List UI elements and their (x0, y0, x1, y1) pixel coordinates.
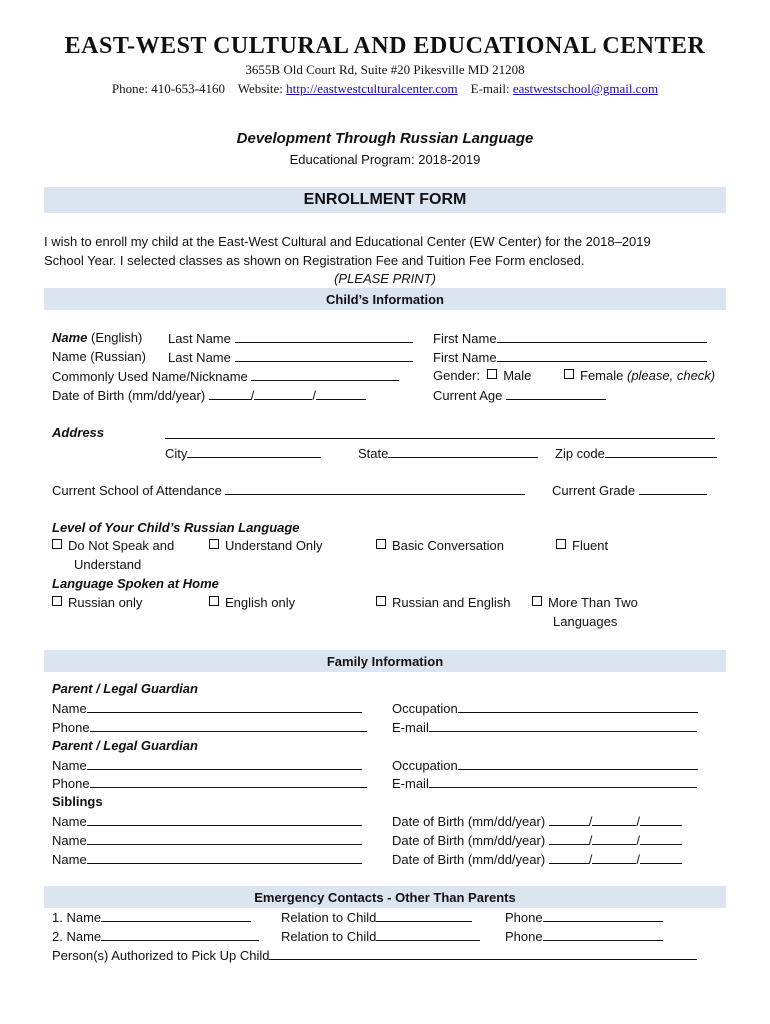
phone-label: Phone (505, 929, 543, 944)
home-option-both (376, 595, 511, 610)
first-name-label: First Name (433, 331, 497, 346)
last-name-label: Last Name (168, 331, 231, 346)
home-option-english (209, 595, 295, 610)
guardian-2-phone (52, 775, 367, 791)
name-label: 2. Name (52, 929, 102, 944)
guardian-2-name-field[interactable] (87, 757, 362, 770)
home-option-russian (52, 595, 142, 610)
level-title: Level of Your Child’s Russian Language (52, 520, 300, 535)
sibling-1-dob-day[interactable] (592, 813, 636, 826)
name-label: Name (52, 701, 87, 716)
home-both-label: Russian and English (392, 595, 511, 610)
nickname-row (52, 368, 399, 384)
last-name-russian (168, 349, 413, 365)
guardian-1-occupation (392, 700, 698, 716)
home-both-checkbox[interactable] (376, 596, 386, 606)
pickup-field[interactable] (269, 947, 697, 960)
dob-label: Date of Birth (mm/dd/year) (392, 833, 546, 848)
sibling-2-name (52, 832, 362, 848)
level-understand-label: Understand Only (225, 538, 323, 553)
emergency-2-relation-field[interactable] (376, 928, 480, 941)
age-label: Current Age (433, 388, 503, 403)
org-phone: Phone: 410-653-4160 (111, 81, 225, 96)
occupation-label: Occupation (392, 758, 458, 773)
phone-label: Phone (52, 720, 90, 735)
home-russian-label: Russian only (68, 595, 143, 610)
email-link[interactable]: eastwestschool@gmail.com (512, 81, 659, 96)
website-link[interactable]: http://eastwestculturalcenter.com (286, 81, 458, 96)
dob-year-field[interactable] (316, 387, 366, 400)
family-section-title: Family Information (326, 654, 444, 669)
zip-field[interactable] (605, 445, 717, 458)
school-label: Current School of Attendance (52, 483, 222, 498)
guardian-2-name (52, 757, 362, 773)
female-option (564, 368, 715, 383)
child-section-title: Child’s Information (326, 292, 444, 307)
guardian-2-occupation (392, 757, 698, 773)
sibling-1-dob-month[interactable] (549, 813, 589, 826)
guardian-1-title: Parent / Legal Guardian (52, 681, 198, 696)
sibling-2-dob: Date of Birth (mm/dd/year) / / (392, 832, 682, 848)
org-address: 3655B Old Court Rd, Suite #20 Pikesville MD 21208 (245, 62, 525, 77)
emergency-1-relation-field[interactable] (376, 909, 472, 922)
relation-label: Relation to Child (281, 929, 377, 944)
home-option-more (532, 595, 638, 610)
zip-row (555, 445, 717, 461)
home-english-label: English only (225, 595, 296, 610)
level-none-checkbox[interactable] (52, 539, 62, 549)
emergency-1-name-field[interactable] (101, 909, 251, 922)
name-english-row (52, 330, 142, 345)
org-name: EAST-WEST CULTURAL AND EDUCATIONAL CENTER (64, 33, 706, 59)
home-more-label: More Than Two (548, 595, 638, 610)
dob-label: Date of Birth (mm/dd/year) (392, 852, 546, 867)
city-field[interactable] (187, 445, 321, 458)
nickname-label: Commonly Used Name/Nickname (52, 369, 248, 384)
last-name-english (168, 330, 413, 346)
state-label: State (358, 446, 389, 461)
sibling-1-dob: Date of Birth (mm/dd/year) / / (392, 813, 682, 829)
emergency-1-relation (281, 909, 472, 925)
home-more-checkbox[interactable] (532, 596, 542, 606)
emergency-2-phone-field[interactable] (543, 928, 663, 941)
level-option-none (52, 538, 174, 553)
age-row (433, 387, 606, 403)
siblings-title: Siblings (52, 794, 103, 809)
sibling-2-dob-year[interactable] (640, 832, 682, 845)
sibling-1-dob-year[interactable] (640, 813, 682, 826)
guardian-2-title: Parent / Legal Guardian (52, 738, 198, 753)
name-russian-label: Name (Russian) (52, 349, 146, 364)
state-row (358, 445, 538, 461)
name-label: Name (52, 852, 87, 867)
phone-label: Phone (505, 910, 543, 925)
emergency-1-name (52, 909, 251, 925)
pickup-row (52, 947, 697, 963)
nickname-field[interactable] (251, 368, 399, 381)
city-row (165, 445, 321, 461)
guardian-1-phone (52, 719, 367, 735)
dob-label: Date of Birth (mm/dd/year) (392, 814, 546, 829)
home-language-title: Language Spoken at Home (52, 576, 219, 591)
sibling-3-dob: Date of Birth (mm/dd/year) / / (392, 851, 682, 867)
sibling-3-dob-day[interactable] (592, 851, 636, 864)
last-name-russian-field[interactable] (235, 349, 413, 362)
level-option-fluent (556, 538, 608, 553)
pickup-label: Person(s) Authorized to Pick Up Child (52, 948, 270, 963)
first-name-english-field[interactable] (497, 330, 707, 343)
guardian-2-email (392, 775, 697, 791)
last-name-label: Last Name (168, 350, 231, 365)
email-label: E-mail: (470, 81, 510, 96)
print-note: (PLEASE PRINT) (334, 271, 436, 286)
school-row (52, 482, 525, 498)
emergency-section-title: Emergency Contacts - Other Than Parents (254, 890, 516, 905)
sibling-1-name (52, 813, 362, 829)
sibling-2-dob-month[interactable] (549, 832, 589, 845)
level-option-basic (376, 538, 504, 553)
home-more-label-cont: Languages (553, 614, 618, 629)
age-field[interactable] (506, 387, 606, 400)
first-name-russian (433, 349, 707, 365)
guardian-1-name-field[interactable] (87, 700, 362, 713)
level-basic-checkbox[interactable] (376, 539, 386, 549)
english-label: (English) (91, 330, 143, 345)
name-label: Name (52, 814, 87, 829)
female-label: Female (580, 368, 624, 383)
email-label: E-mail (392, 776, 429, 791)
guardian-1-email-field[interactable] (429, 719, 697, 732)
dob-row: Date of Birth (mm/dd/year) / / (52, 387, 366, 403)
city-label: City (165, 446, 188, 461)
contact-line (0, 81, 770, 97)
emergency-2-name (52, 928, 259, 944)
guardian-1-occupation-field[interactable] (458, 700, 698, 713)
first-name-label: First Name (433, 350, 497, 365)
level-none-label: Do Not Speak and (68, 538, 175, 553)
program-title: Development Through Russian Language (236, 130, 534, 147)
level-option-understand (209, 538, 323, 553)
emergency-2-relation (281, 928, 480, 944)
form-title: ENROLLMENT FORM (303, 191, 467, 208)
level-fluent-checkbox[interactable] (556, 539, 566, 549)
level-fluent-label: Fluent (572, 538, 609, 553)
sibling-2-name-field[interactable] (87, 832, 362, 845)
emergency-1-phone-field[interactable] (543, 909, 663, 922)
home-english-checkbox[interactable] (209, 596, 219, 606)
sibling-3-dob-year[interactable] (640, 851, 682, 864)
sibling-3-dob-month[interactable] (549, 851, 589, 864)
emergency-1-phone (505, 909, 663, 925)
name-label: Name (52, 758, 87, 773)
female-note: (please, check) (626, 368, 716, 383)
grade-label: Current Grade (552, 483, 636, 498)
relation-label: Relation to Child (281, 910, 377, 925)
guardian-1-phone-field[interactable] (90, 719, 367, 732)
female-checkbox[interactable] (564, 369, 574, 379)
guardian-2-email-field[interactable] (429, 775, 697, 788)
dob-label: Date of Birth (mm/dd/year) (52, 388, 206, 403)
address-label: Address (52, 425, 105, 440)
level-basic-label: Basic Conversation (392, 538, 504, 553)
intro-line-1: I wish to enroll my child at the East-West Cultural and Educational Center (EW Center) for the 2018–2019 (44, 234, 651, 249)
emergency-2-phone (505, 928, 663, 944)
sibling-1-name-field[interactable] (87, 813, 362, 826)
sibling-2-dob-day[interactable] (592, 832, 636, 845)
emergency-2-name-field[interactable] (101, 928, 259, 941)
gender-label: Gender: (433, 368, 480, 383)
program-subtitle: Educational Program: 2018-2019 (289, 152, 481, 167)
zip-label: Zip code (555, 446, 605, 461)
phone-label: Phone (52, 776, 90, 791)
intro-line-2: School Year. I selected classes as shown on Registration Fee and Tuition Fee Form enclosed. (44, 253, 585, 268)
guardian-1-email (392, 719, 697, 735)
grade-field[interactable] (639, 482, 707, 495)
male-checkbox[interactable] (487, 369, 497, 379)
first-name-english (433, 330, 707, 346)
gender-row (433, 368, 531, 383)
level-none-label-cont: Understand (74, 557, 142, 572)
occupation-label: Occupation (392, 701, 458, 716)
school-field[interactable] (225, 482, 525, 495)
name-label: 1. Name (52, 910, 102, 925)
guardian-1-name (52, 700, 362, 716)
guardian-2-phone-field[interactable] (90, 775, 367, 788)
name-label: Name (52, 330, 88, 345)
dob-day-field[interactable] (254, 387, 312, 400)
sibling-3-name (52, 851, 362, 867)
home-russian-checkbox[interactable] (52, 596, 62, 606)
level-understand-checkbox[interactable] (209, 539, 219, 549)
dob-month-field[interactable] (209, 387, 251, 400)
street-address-field[interactable] (165, 426, 715, 439)
grade-row (552, 482, 707, 498)
state-field[interactable] (388, 445, 538, 458)
name-label: Name (52, 833, 87, 848)
sibling-3-name-field[interactable] (87, 851, 362, 864)
website-label: Website: (237, 81, 283, 96)
first-name-russian-field[interactable] (497, 349, 707, 362)
email-label: E-mail (392, 720, 429, 735)
last-name-english-field[interactable] (235, 330, 413, 343)
guardian-2-occupation-field[interactable] (458, 757, 698, 770)
male-label: Male (503, 368, 532, 383)
